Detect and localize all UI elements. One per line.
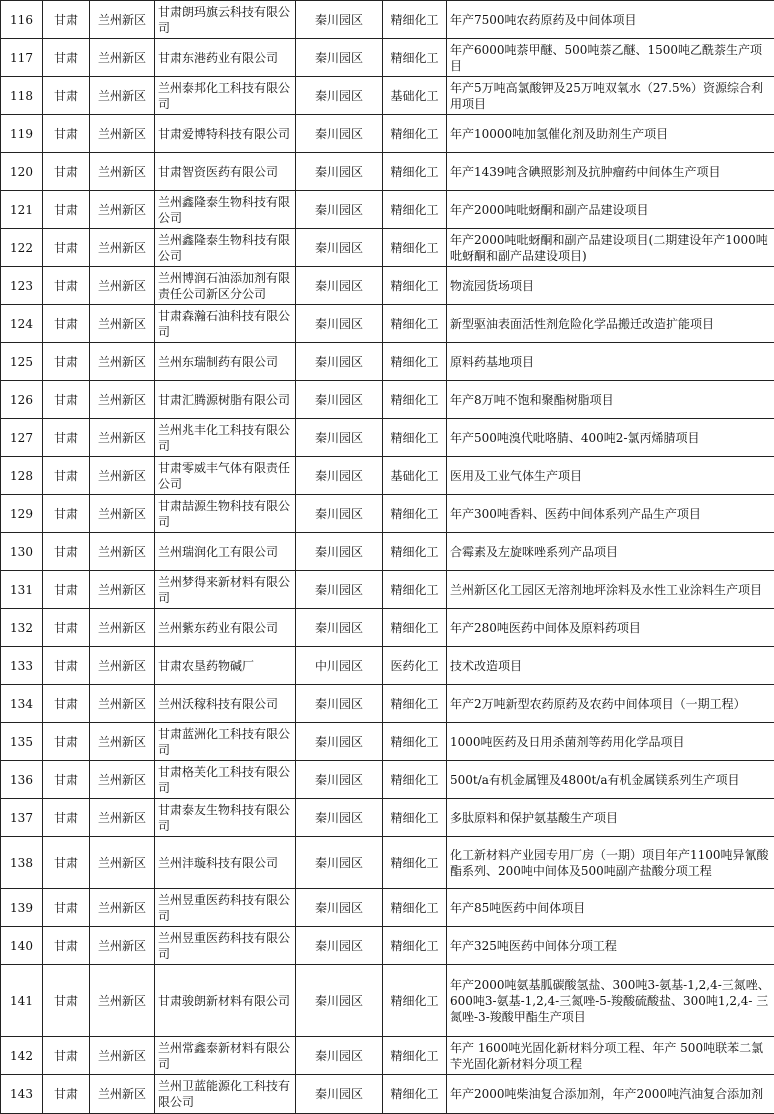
table-row	[1, 609, 774, 647]
park-cell: 秦川园区	[296, 889, 383, 927]
table-row	[1, 761, 774, 799]
row-number: 129	[1, 495, 43, 533]
row-number: 134	[1, 685, 43, 723]
industry-cell: 精细化工	[383, 685, 447, 723]
zone-cell: 兰州新区	[90, 761, 155, 799]
project-cell: 年产2000吨吡蚜酮和副产品建设项目	[447, 191, 774, 229]
company-cell: 甘肃格芙化工科技有限公司	[155, 761, 296, 799]
project-cell: 兰州新区化工园区无溶剂地坪涂料及水性工业涂料生产项目	[447, 571, 774, 609]
province-cell: 甘肃	[43, 1, 90, 39]
zone-cell: 兰州新区	[90, 837, 155, 889]
table-row	[1, 39, 774, 77]
table-row	[1, 965, 774, 1037]
project-cell: 年产280吨医药中间体及原料药项目	[447, 609, 774, 647]
project-cell: 多肽原料和保护氨基酸生产项目	[447, 799, 774, 837]
table-row	[1, 837, 774, 889]
zone-cell: 兰州新区	[90, 799, 155, 837]
project-cell: 年产6000吨萘甲醚、500吨萘乙醚、1500吨乙酰萘生产项目	[447, 39, 774, 77]
park-cell: 秦川园区	[296, 343, 383, 381]
row-number: 122	[1, 229, 43, 267]
zone-cell: 兰州新区	[90, 889, 155, 927]
province-cell: 甘肃	[43, 1075, 90, 1114]
project-cell: 年产325吨医药中间体分项工程	[447, 927, 774, 965]
company-cell: 兰州紫东药业有限公司	[155, 609, 296, 647]
park-cell: 秦川园区	[296, 723, 383, 761]
company-cell: 兰州鑫隆泰生物科技有限公司	[155, 229, 296, 267]
company-cell: 甘肃森瀚石油科技有限公司	[155, 305, 296, 343]
row-number: 139	[1, 889, 43, 927]
industry-cell: 精细化工	[383, 419, 447, 457]
table-body	[1, 1, 774, 1114]
province-cell: 甘肃	[43, 571, 90, 609]
project-cell: 医用及工业气体生产项目	[447, 457, 774, 495]
company-cell: 甘肃朗玛旗云科技有限公司	[155, 1, 296, 39]
zone-cell: 兰州新区	[90, 927, 155, 965]
company-cell: 甘肃汇腾源树脂有限公司	[155, 381, 296, 419]
zone-cell: 兰州新区	[90, 571, 155, 609]
zone-cell: 兰州新区	[90, 457, 155, 495]
company-cell: 兰州东瑞制药有限公司	[155, 343, 296, 381]
company-cell: 甘肃智资医药有限公司	[155, 153, 296, 191]
province-cell: 甘肃	[43, 723, 90, 761]
province-cell: 甘肃	[43, 927, 90, 965]
company-cell: 兰州兆丰化工科技有限公司	[155, 419, 296, 457]
row-number: 141	[1, 965, 43, 1037]
province-cell: 甘肃	[43, 1037, 90, 1075]
company-cell: 甘肃骏朗新材料有限公司	[155, 965, 296, 1037]
park-cell: 秦川园区	[296, 39, 383, 77]
park-cell: 秦川园区	[296, 1075, 383, 1114]
row-number: 118	[1, 77, 43, 115]
park-cell: 秦川园区	[296, 153, 383, 191]
industry-cell: 精细化工	[383, 381, 447, 419]
province-cell: 甘肃	[43, 533, 90, 571]
province-cell: 甘肃	[43, 647, 90, 685]
province-cell: 甘肃	[43, 39, 90, 77]
row-number: 130	[1, 533, 43, 571]
zone-cell: 兰州新区	[90, 229, 155, 267]
table-row	[1, 1075, 774, 1114]
company-cell: 兰州昱重医药科技有限公司	[155, 889, 296, 927]
park-cell: 秦川园区	[296, 381, 383, 419]
project-cell: 年产10000吨加氢催化剂及助剂生产项目	[447, 115, 774, 153]
park-cell: 秦川园区	[296, 115, 383, 153]
zone-cell: 兰州新区	[90, 115, 155, 153]
table-row	[1, 191, 774, 229]
row-number: 137	[1, 799, 43, 837]
company-cell: 甘肃零威丰气体有限责任公司	[155, 457, 296, 495]
row-number: 135	[1, 723, 43, 761]
province-cell: 甘肃	[43, 191, 90, 229]
project-cell: 技术改造项目	[447, 647, 774, 685]
project-cell: 500t/a有机金属锂及4800t/a有机金属镁系列生产项目	[447, 761, 774, 799]
park-cell: 秦川园区	[296, 191, 383, 229]
project-cell: 年产2万吨新型农药原药及农药中间体项目（一期工程）	[447, 685, 774, 723]
park-cell: 秦川园区	[296, 305, 383, 343]
project-cell: 年产5万吨高氯酸钾及25万吨双氧水（27.5%）资源综合利用项目	[447, 77, 774, 115]
table-row	[1, 77, 774, 115]
row-number: 132	[1, 609, 43, 647]
park-cell: 秦川园区	[296, 77, 383, 115]
row-number: 140	[1, 927, 43, 965]
company-cell: 兰州卫蓝能源化工科技有限公司	[155, 1075, 296, 1114]
table-row	[1, 229, 774, 267]
industry-cell: 精细化工	[383, 153, 447, 191]
table-row	[1, 305, 774, 343]
park-cell: 秦川园区	[296, 799, 383, 837]
zone-cell: 兰州新区	[90, 343, 155, 381]
province-cell: 甘肃	[43, 381, 90, 419]
province-cell: 甘肃	[43, 609, 90, 647]
province-cell: 甘肃	[43, 419, 90, 457]
park-cell: 秦川园区	[296, 965, 383, 1037]
project-cell: 合霉素及左旋咪唑系列产品项目	[447, 533, 774, 571]
industry-cell: 精细化工	[383, 889, 447, 927]
company-cell: 兰州博润石油添加剂有限责任公司新区分公司	[155, 267, 296, 305]
table-row	[1, 267, 774, 305]
zone-cell: 兰州新区	[90, 685, 155, 723]
row-number: 116	[1, 1, 43, 39]
industry-cell: 精细化工	[383, 837, 447, 889]
row-number: 127	[1, 419, 43, 457]
project-cell: 年产2000吨吡蚜酮和副产品建设项目(二期建设年产1000吨吡蚜酮和副产品建设项目)	[447, 229, 774, 267]
industry-cell: 精细化工	[383, 571, 447, 609]
industry-cell: 精细化工	[383, 495, 447, 533]
province-cell: 甘肃	[43, 153, 90, 191]
project-cell: 年产500吨溴代吡咯腈、400吨2-氯丙烯腈项目	[447, 419, 774, 457]
industry-cell: 精细化工	[383, 191, 447, 229]
province-cell: 甘肃	[43, 761, 90, 799]
company-cell: 甘肃蓝洲化工科技有限公司	[155, 723, 296, 761]
industry-cell: 精细化工	[383, 229, 447, 267]
company-cell: 兰州泰邦化工科技有限公司	[155, 77, 296, 115]
province-cell: 甘肃	[43, 115, 90, 153]
table-row	[1, 381, 774, 419]
project-cell: 年产 1600吨光固化新材料分项工程、年产 500吨联苯二氯苄光固化新材料分项工程	[447, 1037, 774, 1075]
row-number: 131	[1, 571, 43, 609]
industry-cell: 精细化工	[383, 305, 447, 343]
province-cell: 甘肃	[43, 965, 90, 1037]
project-cell: 年产300吨香料、医药中间体系列产品生产项目	[447, 495, 774, 533]
project-cell: 年产1439吨含碘照影剂及抗肿瘤药中间体生产项目	[447, 153, 774, 191]
project-cell: 原料药基地项目	[447, 343, 774, 381]
province-cell: 甘肃	[43, 495, 90, 533]
province-cell: 甘肃	[43, 267, 90, 305]
project-cell: 物流园货场项目	[447, 267, 774, 305]
project-cell: 年产8万吨不饱和聚酯树脂项目	[447, 381, 774, 419]
row-number: 126	[1, 381, 43, 419]
row-number: 119	[1, 115, 43, 153]
province-cell: 甘肃	[43, 77, 90, 115]
company-cell: 甘肃喆源生物科技有限公司	[155, 495, 296, 533]
row-number: 123	[1, 267, 43, 305]
zone-cell: 兰州新区	[90, 153, 155, 191]
industry-cell: 精细化工	[383, 267, 447, 305]
industry-cell: 精细化工	[383, 343, 447, 381]
table-row	[1, 1037, 774, 1075]
table-row	[1, 647, 774, 685]
park-cell: 秦川园区	[296, 609, 383, 647]
project-cell: 新型驱油表面活性剂危险化学品搬迁改造扩能项目	[447, 305, 774, 343]
park-cell: 秦川园区	[296, 1, 383, 39]
zone-cell: 兰州新区	[90, 533, 155, 571]
project-cell: 年产85吨医药中间体项目	[447, 889, 774, 927]
row-number: 143	[1, 1075, 43, 1114]
zone-cell: 兰州新区	[90, 1, 155, 39]
industry-cell: 基础化工	[383, 77, 447, 115]
park-cell: 秦川园区	[296, 927, 383, 965]
park-cell: 秦川园区	[296, 495, 383, 533]
zone-cell: 兰州新区	[90, 1037, 155, 1075]
row-number: 125	[1, 343, 43, 381]
zone-cell: 兰州新区	[90, 77, 155, 115]
table-row	[1, 1, 774, 39]
table-row	[1, 495, 774, 533]
row-number: 138	[1, 837, 43, 889]
table-row	[1, 115, 774, 153]
row-number: 133	[1, 647, 43, 685]
row-number: 124	[1, 305, 43, 343]
zone-cell: 兰州新区	[90, 381, 155, 419]
zone-cell: 兰州新区	[90, 965, 155, 1037]
province-cell: 甘肃	[43, 305, 90, 343]
zone-cell: 兰州新区	[90, 1075, 155, 1114]
park-cell: 秦川园区	[296, 533, 383, 571]
zone-cell: 兰州新区	[90, 609, 155, 647]
table-row	[1, 799, 774, 837]
company-cell: 兰州昱重医药科技有限公司	[155, 927, 296, 965]
industry-cell: 精细化工	[383, 761, 447, 799]
table-row	[1, 571, 774, 609]
zone-cell: 兰州新区	[90, 495, 155, 533]
company-cell: 兰州沣璇科技有限公司	[155, 837, 296, 889]
company-cell: 兰州瑞润化工有限公司	[155, 533, 296, 571]
industry-cell: 精细化工	[383, 1, 447, 39]
zone-cell: 兰州新区	[90, 305, 155, 343]
company-cell: 甘肃泰友生物科技有限公司	[155, 799, 296, 837]
project-cell: 年产2000吨氨基胍碳酸氢盐、300吨3-氨基-1,2,4-三氮唑、600吨3-氨基-1,2,4-三氮唑-5-羧酸硫酸盐、300吨1,2,4- 三氮唑-3-羧酸甲酯生产项目	[447, 965, 774, 1037]
zone-cell: 兰州新区	[90, 647, 155, 685]
company-cell: 兰州鑫隆泰生物科技有限公司	[155, 191, 296, 229]
row-number: 142	[1, 1037, 43, 1075]
zone-cell: 兰州新区	[90, 267, 155, 305]
province-cell: 甘肃	[43, 343, 90, 381]
project-cell: 1000吨医药及日用杀菌剂等药用化学品项目	[447, 723, 774, 761]
province-cell: 甘肃	[43, 799, 90, 837]
industry-cell: 精细化工	[383, 39, 447, 77]
company-cell: 甘肃农垦药物碱厂	[155, 647, 296, 685]
zone-cell: 兰州新区	[90, 191, 155, 229]
table-row	[1, 153, 774, 191]
park-cell: 秦川园区	[296, 761, 383, 799]
industry-cell: 精细化工	[383, 609, 447, 647]
park-cell: 秦川园区	[296, 457, 383, 495]
industry-cell: 医药化工	[383, 647, 447, 685]
company-cell: 甘肃爱博特科技有限公司	[155, 115, 296, 153]
industry-cell: 精细化工	[383, 927, 447, 965]
company-cell: 兰州梦得来新材料有限公司	[155, 571, 296, 609]
project-cell: 年产2000吨柴油复合添加剂，年产2000吨汽油复合添加剂	[447, 1075, 774, 1114]
province-cell: 甘肃	[43, 837, 90, 889]
park-cell: 秦川园区	[296, 685, 383, 723]
table-row	[1, 343, 774, 381]
industry-cell: 精细化工	[383, 1075, 447, 1114]
row-number: 128	[1, 457, 43, 495]
row-number: 117	[1, 39, 43, 77]
park-cell: 秦川园区	[296, 419, 383, 457]
park-cell: 秦川园区	[296, 1037, 383, 1075]
row-number: 136	[1, 761, 43, 799]
industry-cell: 精细化工	[383, 965, 447, 1037]
project-cell: 年产7500吨农药原药及中间体项目	[447, 1, 774, 39]
province-cell: 甘肃	[43, 229, 90, 267]
table-row	[1, 723, 774, 761]
zone-cell: 兰州新区	[90, 723, 155, 761]
park-cell: 秦川园区	[296, 571, 383, 609]
park-cell: 秦川园区	[296, 837, 383, 889]
table-row	[1, 889, 774, 927]
table-row	[1, 685, 774, 723]
table-row	[1, 927, 774, 965]
province-cell: 甘肃	[43, 685, 90, 723]
industry-cell: 精细化工	[383, 1037, 447, 1075]
row-number: 120	[1, 153, 43, 191]
table-row	[1, 419, 774, 457]
park-cell: 秦川园区	[296, 267, 383, 305]
industry-cell: 精细化工	[383, 115, 447, 153]
industry-cell: 精细化工	[383, 799, 447, 837]
company-cell: 兰州常鑫泰新材料有限公司	[155, 1037, 296, 1075]
park-cell: 中川园区	[296, 647, 383, 685]
province-cell: 甘肃	[43, 457, 90, 495]
row-number: 121	[1, 191, 43, 229]
table-row	[1, 533, 774, 571]
industry-cell: 精细化工	[383, 533, 447, 571]
industry-cell: 精细化工	[383, 723, 447, 761]
park-cell: 秦川园区	[296, 229, 383, 267]
project-cell: 化工新材料产业园专用厂房（一期）项目年产1100吨异氰酸酯系列、200吨中间体及500吨副产盐酸分项工程	[447, 837, 774, 889]
company-cell: 兰州沃稼科技有限公司	[155, 685, 296, 723]
company-cell: 甘肃东港药业有限公司	[155, 39, 296, 77]
industry-cell: 基础化工	[383, 457, 447, 495]
province-cell: 甘肃	[43, 889, 90, 927]
zone-cell: 兰州新区	[90, 419, 155, 457]
zone-cell: 兰州新区	[90, 39, 155, 77]
table-row	[1, 457, 774, 495]
